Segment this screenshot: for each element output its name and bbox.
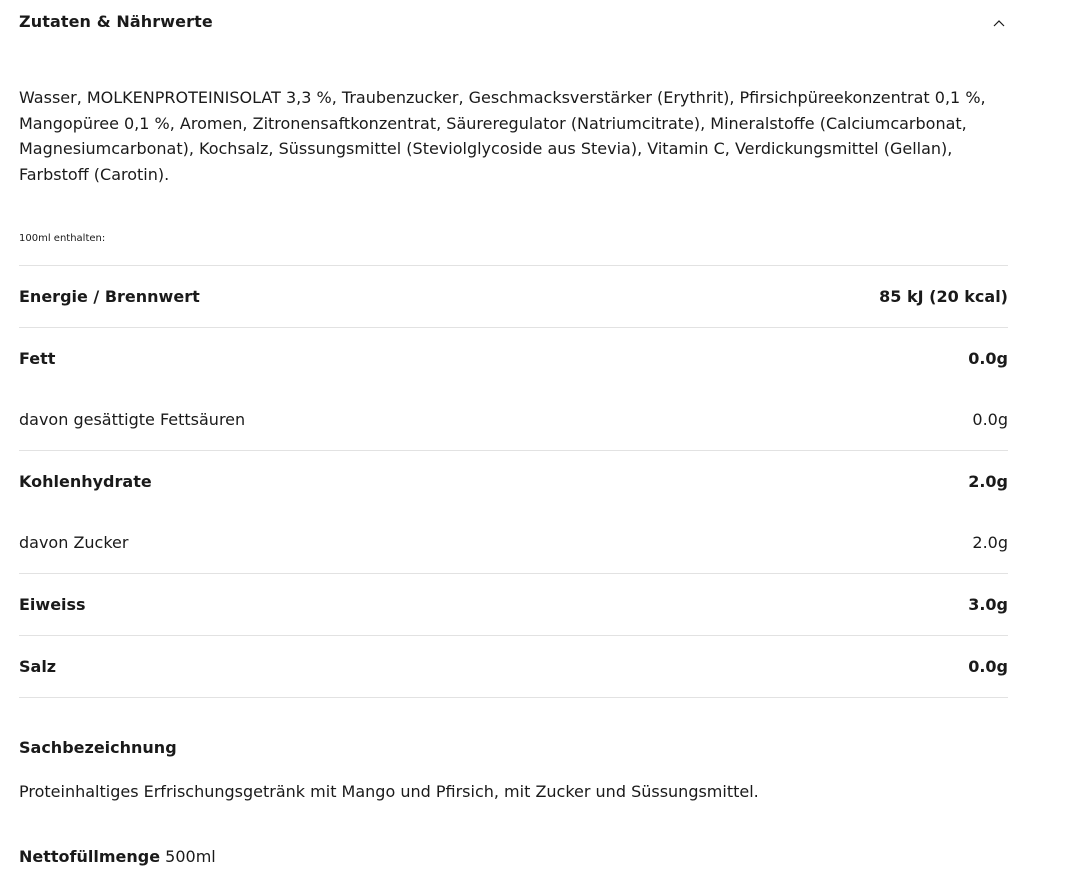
product-name-title: Sachbezeichnung [19, 738, 177, 757]
nutrition-label: davon gesättigte Fettsäuren [19, 410, 246, 429]
net-quantity [19, 847, 216, 866]
nutrition-value: 3.0g [968, 595, 1008, 614]
net-quantity-value: 500ml [165, 847, 216, 866]
nutrition-row-carbohydrates [19, 451, 1008, 512]
nutrition-row-sugar [19, 512, 1008, 574]
nutrition-value: 2.0g [968, 472, 1008, 491]
nutrition-table [19, 265, 1008, 698]
nutrition-row-fat [19, 328, 1008, 389]
nutrition-label: Energie / Brennwert [19, 287, 200, 306]
nutrition-label: Kohlenhydrate [19, 472, 152, 491]
nutrition-label: Eiweiss [19, 595, 86, 614]
net-quantity-label: Nettofüllmenge [19, 847, 161, 866]
nutrition-value: 0.0g [972, 410, 1008, 429]
nutrition-row-salt [19, 636, 1008, 698]
accordion-header[interactable] [19, 0, 1008, 42]
nutrition-row-protein [19, 574, 1008, 636]
ingredients-text: Wasser, MOLKENPROTEINISOLAT 3,3 %, Traubenzucker, Geschmacksverstärker (Erythrit), Pfirsichpüreekonzentrat 0,1 %, Mangopüree 0,1 %, Aromen, Zitronensaftkonzentrat, Säureregulator (Natriumcitrate), Mineralstoffe (Calciumcarbonat, Magnesiumcarbonat), Kochsalz, Süssungsmittel (Steviolglycoside aus Stevia), Vitamin C, Verdickungsmittel (Gellan), Farbstoff (Carotin). [19, 88, 986, 184]
nutrition-label: Fett [19, 349, 56, 368]
nutrition-label: davon Zucker [19, 533, 129, 552]
nutrition-row-saturated-fat [19, 389, 1008, 451]
accordion-title: Zutaten & Nährwerte [19, 11, 213, 31]
nutrition-value: 0.0g [968, 349, 1008, 368]
per-100ml-label: 100ml enthalten: [19, 233, 106, 244]
chevron-up-icon[interactable] [993, 15, 1005, 27]
nutrition-value: 85 kJ (20 kcal) [879, 287, 1008, 306]
nutrition-value: 0.0g [968, 657, 1008, 676]
nutrition-row-energy [19, 266, 1008, 328]
ingredients-nutrition-panel [19, 0, 1008, 866]
nutrition-value: 2.0g [972, 533, 1008, 552]
product-name-text: Proteinhaltiges Erfrischungsgetränk mit Mango und Pfirsich, mit Zucker und Süssungsmittel. [19, 782, 759, 801]
nutrition-label: Salz [19, 657, 57, 676]
